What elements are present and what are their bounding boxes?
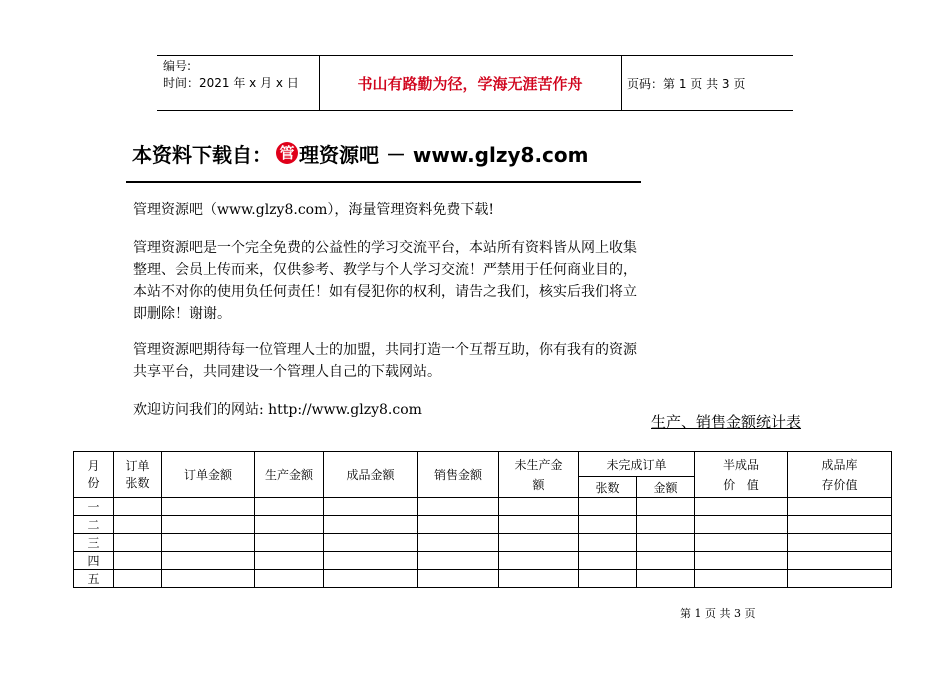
table-cell [114,516,162,534]
site-logo: 管 [276,142,298,164]
banner-site-name: 理资源吧 － www.glzy8.com [299,142,589,167]
header-month: 月 份 [74,452,114,498]
table-cell [418,552,499,570]
table-row [74,570,892,588]
table-cell [255,570,324,588]
table-cell [579,552,637,570]
table-cell [788,534,892,552]
header-unfinished-amount: 金额 [637,477,695,498]
header-unfinished-orders: 未完成订单 [579,452,695,477]
month-cell: 四 [74,552,114,570]
table-cell [695,498,788,516]
table-cell [114,534,162,552]
document-date: 时间：2021 年 x 月 x 日 [163,76,299,90]
table-cell [499,516,579,534]
table-cell [255,534,324,552]
table-row [74,552,892,570]
statistics-table [73,451,892,588]
intro-paragraph-3: 管理资源吧期待每一位管理人士的加盟，共同打造一个互帮互助，你有我有的资源共享平台，共同建设一个管理人自己的下载网站。 [133,342,637,380]
table-cell [695,516,788,534]
table-cell [114,570,162,588]
table-title: 生产、销售金额统计表 [651,413,802,431]
intro-paragraph-4: 欢迎访问我们的网站: http://www.glzy8.com [133,402,422,418]
table-cell [788,552,892,570]
document-number-label: 编号: [163,59,192,73]
header-order-count: 订单 张数 [114,452,162,498]
table-cell [255,552,324,570]
table-cell [637,534,695,552]
table-cell [418,570,499,588]
header-meta [163,58,299,92]
header-unproduced-amount: 未生产金 额 [499,452,579,498]
table-row [74,534,892,552]
table-cell [324,570,418,588]
table-cell [788,516,892,534]
table-cell [788,570,892,588]
table-cell [162,552,255,570]
table-cell [114,498,162,516]
table-cell [499,498,579,516]
table-cell [324,498,418,516]
table-cell [788,498,892,516]
month-cell: 二 [74,516,114,534]
header-order-amount: 订单金额 [162,452,255,498]
table-cell [579,498,637,516]
header-page-number: 页码：第 1 页 共 3 页 [627,77,746,91]
table-cell [695,552,788,570]
header-divider [621,56,622,110]
header-sales-amount: 销售金额 [418,452,499,498]
month-cell: 三 [74,534,114,552]
table-cell [637,570,695,588]
page-header [157,55,793,111]
header-motto: 书山有路勤为径，学海无涯苦作舟 [357,74,583,93]
table-cell [579,516,637,534]
table-cell [579,534,637,552]
header-stock-value: 成品库 存价值 [788,452,892,498]
table-cell [255,498,324,516]
table-cell [695,534,788,552]
banner-divider [126,181,641,183]
table-cell [162,498,255,516]
table-row [74,498,892,516]
table-cell [418,498,499,516]
table-cell [579,570,637,588]
banner-prefix: 本资料下载自： [132,142,272,167]
download-banner [132,138,588,168]
table-cell [637,516,695,534]
table-cell [324,552,418,570]
intro-paragraph-2: 管理资源吧是一个完全免费的公益性的学习交流平台，本站所有资料皆从网上收集整理、会员上传而来，仅供参考、教学与个人学习交流！严禁用于任何商业目的，本站不对你的使用负任何责任！如有侵犯你的权利，请告之我们，核实后我们将立即删除！谢谢。 [133,240,637,322]
table-cell [418,516,499,534]
month-cell: 五 [74,570,114,588]
table-cell [695,570,788,588]
header-unfinished-count: 张数 [579,477,637,498]
table-cell [637,552,695,570]
table-cell [324,516,418,534]
table-cell [418,534,499,552]
table-row [74,516,892,534]
table-cell [499,570,579,588]
table-body [74,498,892,588]
header-finished-amount: 成品金额 [324,452,418,498]
table-cell [114,552,162,570]
table-cell [324,534,418,552]
table-cell [162,516,255,534]
table-cell [637,498,695,516]
header-production-amount: 生产金额 [255,452,324,498]
table-cell [255,516,324,534]
table-cell [162,534,255,552]
table-cell [162,570,255,588]
month-cell: 一 [74,498,114,516]
table-cell [499,552,579,570]
page-footer: 第 1 页 共 3 页 [680,607,756,620]
header-semi-finished-value: 半成品 价 值 [695,452,788,498]
intro-paragraph-1: 管理资源吧（www.glzy8.com），海量管理资料免费下载! [133,202,494,218]
table-cell [499,534,579,552]
